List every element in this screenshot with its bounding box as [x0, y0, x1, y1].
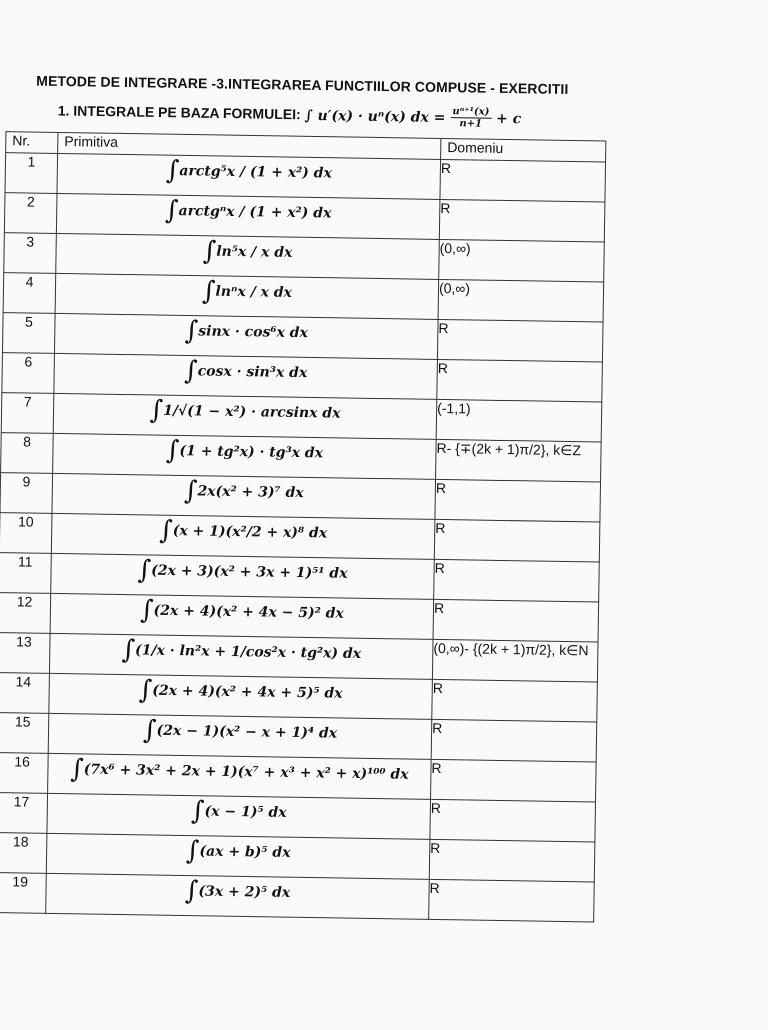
primitive-cell: [57, 153, 441, 199]
row-number: 4: [3, 273, 56, 314]
integrand-expression: (1 + tg²x) · tg³x dx: [179, 443, 324, 462]
row-number: 13: [0, 633, 50, 674]
row-number: 1: [5, 153, 58, 194]
primitive-cell: [51, 513, 435, 559]
integral-sign: ∫: [165, 155, 180, 186]
domain-cell: R: [435, 479, 601, 522]
primitive-cell: [50, 593, 434, 639]
row-number: 10: [0, 513, 52, 554]
row-number: 5: [2, 313, 55, 354]
formula-fraction: [450, 106, 491, 130]
integral-sign: ∫: [201, 276, 216, 307]
integrand-expression: (3x + 2)⁵ dx: [198, 883, 291, 901]
integrand-expression: (x + 1)(x²/2 + x)⁸ dx: [172, 523, 328, 542]
integrand-expression: (2x + 3)(x² + 3x + 1)⁵¹ dx: [151, 562, 348, 582]
domain-cell: R: [431, 719, 597, 762]
primitive-cell: [56, 193, 440, 239]
integrand-expression: (2x + 4)(x² + 4x − 5)² dx: [153, 602, 344, 622]
primitive-cell: [55, 273, 439, 319]
primitive-cell: [54, 353, 438, 399]
primitive-cell: [46, 873, 430, 919]
domain-cell: (0,∞): [438, 279, 604, 322]
integrand-expression: 2x(x² + 3)⁷ dx: [197, 483, 304, 502]
domain-cell: R: [437, 319, 603, 362]
domain-cell: R: [429, 879, 595, 922]
section-label: 1. INTEGRALE PE BAZA FORMULEI:: [57, 102, 301, 123]
integrand-expression: (7x⁶ + 3x² + 2x + 1)(x⁷ + x³ + x² + x)¹⁰⁰ dx: [83, 761, 409, 783]
formula-numerator: uⁿ⁺¹(x): [450, 106, 491, 119]
page-title: METODE DE INTEGRARE -3.INTEGRAREA FUNCTIILOR COMPUSE - EXERCITII: [36, 72, 569, 97]
integral-sign: ∫: [202, 236, 217, 267]
integrand-expression: ln⁵x / x dx: [216, 243, 293, 261]
formula-denominator: n+1: [459, 118, 483, 130]
integral-sign: ∫: [183, 355, 198, 387]
integrand-expression: (2x − 1)(x² − x + 1)⁴ dx: [156, 722, 338, 742]
integrand-expression: arctg⁵x / (1 + x²) dx: [179, 163, 332, 182]
row-number: 12: [0, 593, 51, 634]
integrand-expression: 1/√(1 − x²) · arcsinx dx: [163, 402, 341, 422]
integral-sign: ∫: [164, 195, 179, 226]
exercise-table: [0, 131, 606, 922]
primitive-cell: [48, 713, 432, 759]
header-domeniu: Domeniu: [441, 138, 606, 162]
primitive-cell: [49, 633, 433, 679]
row-number: 19: [0, 873, 46, 914]
domain-cell: R- {∓(2k + 1)π/2}, k∈Z: [436, 439, 602, 482]
row-number: 3: [4, 233, 57, 274]
row-number: 11: [0, 553, 51, 594]
integral-sign: ∫: [185, 836, 200, 867]
integral-sign: ∫: [149, 395, 164, 426]
table-row: [0, 873, 594, 922]
primitive-cell: [52, 473, 436, 519]
primitive-cell: [54, 313, 438, 359]
primitive-cell: [53, 393, 437, 439]
primitive-cell: [51, 553, 435, 599]
row-number: 14: [0, 673, 49, 714]
domain-cell: (-1,1): [436, 399, 602, 442]
domain-cell: (0,∞)- {(2k + 1)π/2}, k∈N: [432, 639, 598, 682]
integral-sign: ∫: [137, 555, 152, 586]
header-primitiva: Primitiva: [58, 132, 441, 159]
primitive-cell: [53, 433, 437, 479]
integral-sign: ∫: [121, 635, 136, 666]
row-number: 8: [1, 433, 54, 474]
domain-cell: R: [437, 359, 603, 402]
integral-sign: ∫: [139, 595, 154, 626]
domain-cell: R: [434, 519, 600, 562]
integral-sign: ∫: [190, 796, 205, 827]
row-number: 7: [1, 393, 54, 434]
table-body: [0, 153, 606, 922]
integrand-expression: lnⁿx / x dx: [215, 283, 293, 301]
primitive-cell: [49, 673, 433, 719]
section-heading: [58, 100, 658, 132]
integrand-expression: (ax + b)⁵ dx: [199, 843, 291, 861]
row-number: 15: [0, 713, 49, 754]
integrand-expression: sinx · cos⁶x dx: [198, 323, 309, 342]
domain-cell: R: [430, 799, 596, 842]
row-number: 2: [4, 193, 57, 234]
integral-sign: ∫: [184, 315, 199, 347]
primitive-cell: [48, 753, 432, 799]
integrand-expression: (2x + 4)(x² + 4x + 5)⁵ dx: [152, 682, 343, 702]
base-formula: [304, 106, 522, 130]
domain-cell: R: [434, 559, 600, 602]
domain-cell: R: [429, 839, 595, 882]
primitive-cell: [56, 233, 440, 279]
integral-sign: ∫: [142, 715, 157, 746]
row-number: 6: [2, 353, 55, 394]
integrand-expression: arctgⁿx / (1 + x²) dx: [178, 203, 332, 222]
integral-sign: ∫: [159, 515, 174, 546]
integrand-expression: (x − 1)⁵ dx: [204, 803, 287, 821]
row-number: 18: [0, 833, 47, 874]
row-number: 17: [0, 793, 48, 834]
primitive-cell: [47, 793, 431, 839]
domain-cell: R: [439, 199, 605, 242]
integral-sign: ∫: [183, 475, 198, 507]
domain-cell: R: [431, 759, 597, 802]
header-nr: Nr.: [6, 132, 58, 154]
integral-sign: ∫: [70, 754, 85, 785]
row-number: 16: [0, 753, 48, 794]
integrand-expression: cosx · sin³x dx: [197, 363, 308, 382]
domain-cell: R: [432, 679, 598, 722]
integral-sign: ∫: [184, 876, 199, 907]
integral-sign: ∫: [138, 675, 153, 706]
formula-right: + c: [495, 110, 522, 127]
formula-left: ∫ u′(x) · uⁿ(x) dx =: [304, 107, 446, 126]
row-number: 9: [0, 473, 53, 514]
primitive-cell: [46, 833, 430, 879]
domain-cell: R: [433, 599, 599, 642]
domain-cell: (0,∞): [439, 239, 605, 282]
domain-cell: R: [440, 159, 606, 202]
integrand-expression: (1/x · ln²x + 1/cos²x · tg²x) dx: [134, 642, 362, 663]
integral-sign: ∫: [165, 435, 180, 466]
